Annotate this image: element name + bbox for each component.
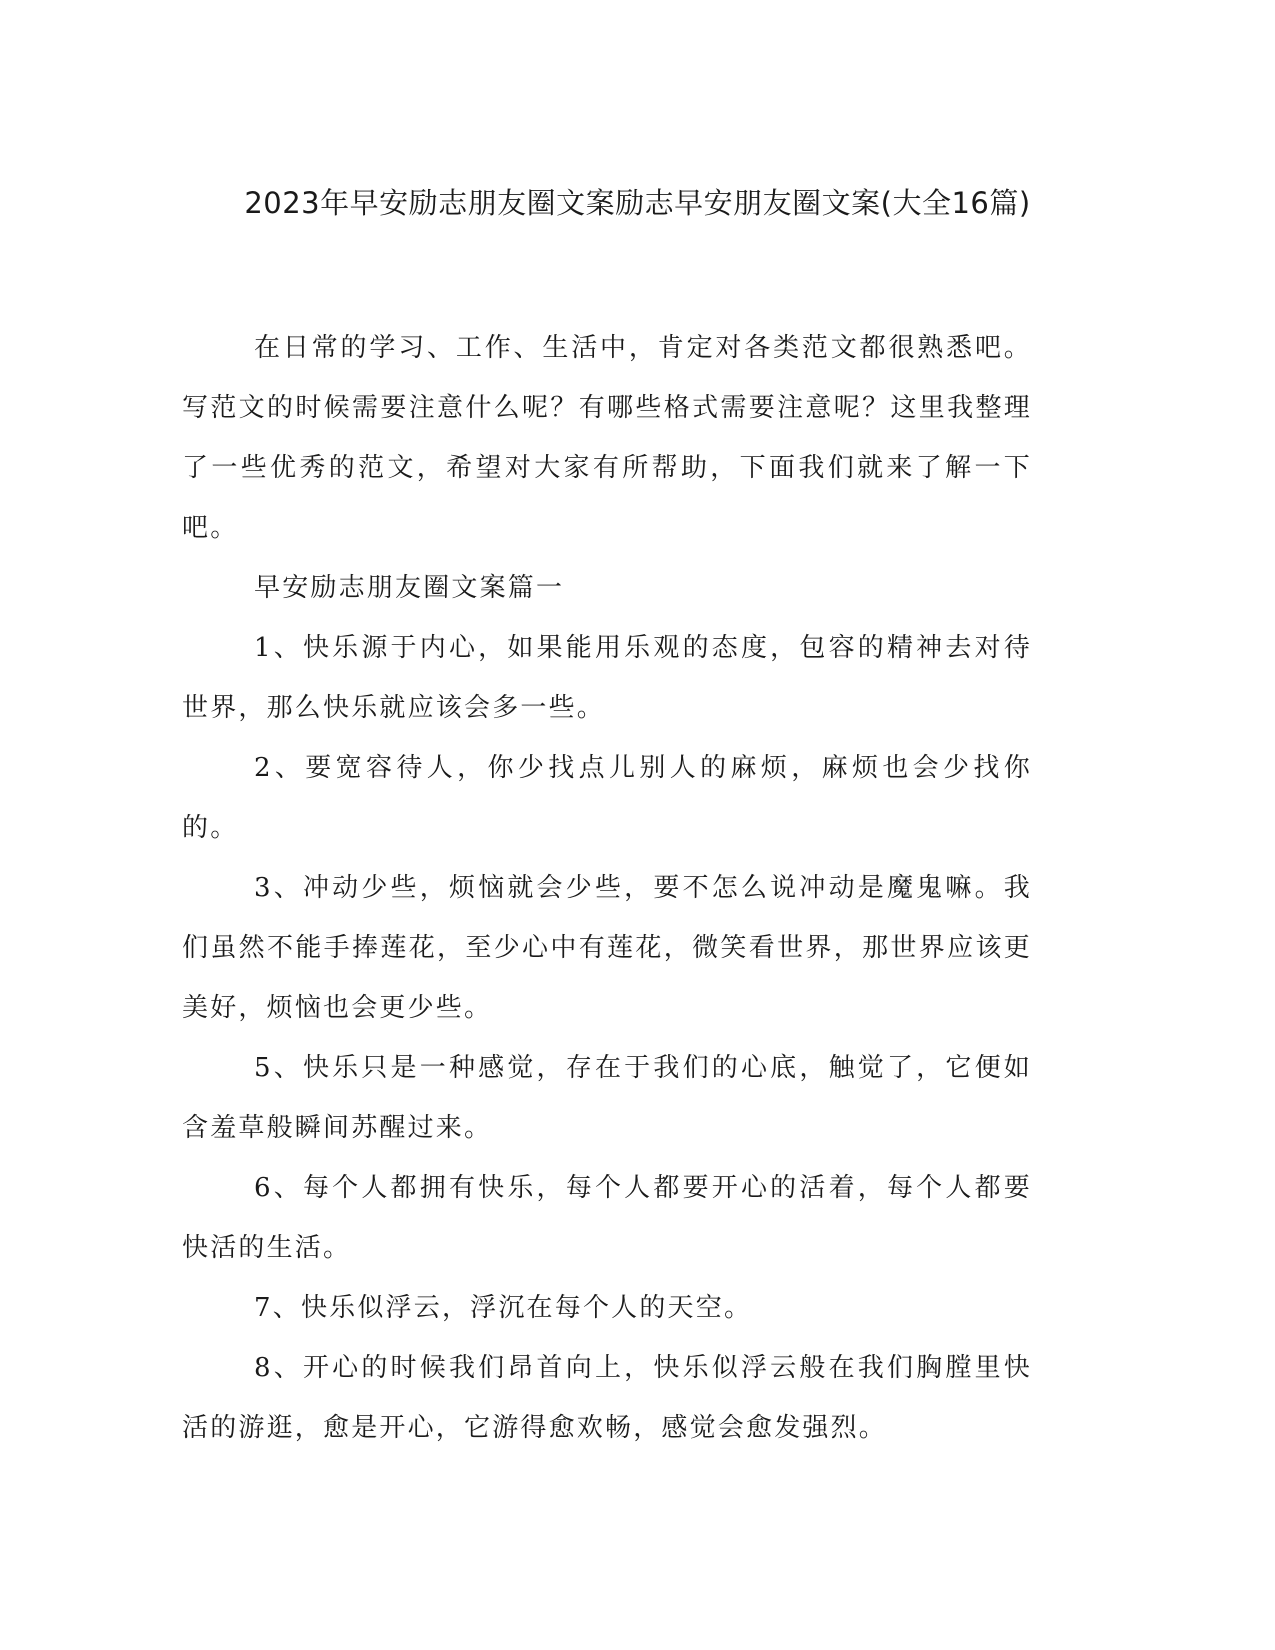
list-item: 3、冲动少些，烦恼就会少些，要不怎么说冲动是魔鬼嘛。我们虽然不能手捧莲花，至少心中有莲花，微笑看世界，那世界应该更美好，烦恼也会更少些。 [182,873,1032,1023]
list-item: 5、快乐只是一种感觉，存在于我们的心底，触觉了，它便如含羞草般瞬间苏醒过来。 [182,1053,1032,1143]
document-title: 2023年早安励志朋友圈文案励志早安朋友圈文案(大全16篇) [244,186,1031,220]
list-item: 7、快乐似浮云，浮沉在每个人的天空。 [254,1293,753,1323]
list-item: 2、要宽容待人，你少找点儿别人的麻烦，麻烦也会少找你的。 [182,753,1032,843]
section-heading: 早安励志朋友圈文案篇一 [254,573,565,603]
list-item: 8、开心的时候我们昂首向上，快乐似浮云般在我们胸膛里快活的游逛，愈是开心，它游得愈欢畅，感觉会愈发强烈。 [182,1353,1032,1443]
list-item: 1、快乐源于内心，如果能用乐观的态度，包容的精神去对待世界，那么快乐就应该会多一些。 [182,633,1032,723]
intro-paragraph: 在日常的学习、工作、生活中，肯定对各类范文都很熟悉吧。写范文的时候需要注意什么呢？有哪些格式需要注意呢？这里我整理了一些优秀的范文，希望对大家有所帮助，下面我们就来了解一下吧。 [182,333,1032,543]
document-body [182,318,1032,1458]
list-item: 6、每个人都拥有快乐，每个人都要开心的活着，每个人都要快活的生活。 [182,1173,1032,1263]
